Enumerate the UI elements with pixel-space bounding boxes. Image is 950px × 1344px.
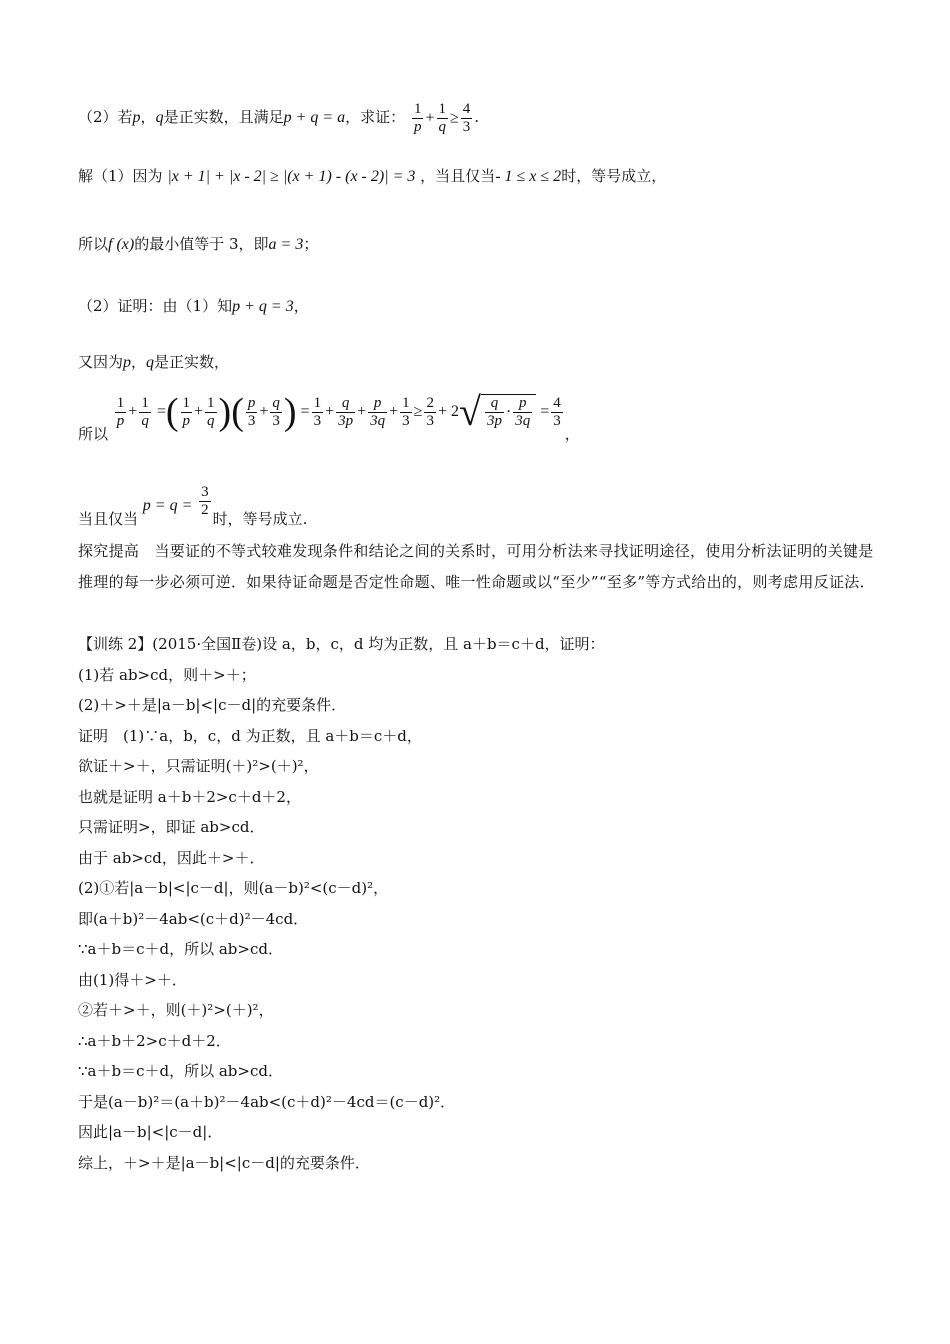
solution-line-3: [78, 296, 309, 317]
math-fx: f (x): [108, 236, 135, 253]
solution-line-4: [78, 352, 229, 373]
problem-line-2: [78, 92, 479, 142]
math-p: p: [123, 354, 132, 371]
text: 解（1）因为: [78, 167, 163, 185]
text: ，求证：: [345, 108, 406, 126]
text: 所以: [78, 425, 109, 443]
inequality-to-prove: $\frac{1}{p}$ + $\frac{1}{q}$ ≥ $\frac{4}{3}$: [413, 100, 471, 135]
big-equation: $\frac{1}{p}$ + $\frac{1}{q}$ =( $\frac{1}{p}$ + $\frac{1}{q}$ )( $\frac{p}{3}$ + $\frac{q}{3}$ ) = $\frac{1}{3}$ + $\frac{q}{3p}$ + $\frac{p}{3q}$ + $\frac{1}{3}$ ≥ $\frac{2}{3}$ + 2√ $\frac{q}{3p}$ · $\frac{p}{3q}$ = $\frac{4}{3}$: [116, 389, 561, 434]
math-a-eq-3: a = 3: [268, 236, 304, 253]
text: .: [474, 108, 480, 126]
text: ，当且仅当: [420, 167, 496, 185]
training-line: ∵a＋b＝c＋d，所以 ab>cd．: [78, 940, 283, 958]
solution-line-2: [78, 234, 318, 255]
text: 时，等号成立，: [561, 167, 667, 185]
text: 的最小值等于 3，即: [134, 235, 269, 253]
math-p: p: [132, 109, 141, 126]
solution-line-1: [78, 166, 666, 187]
text: （2）若: [78, 108, 133, 126]
text: ，: [131, 353, 147, 371]
text: 是正实数，且满足: [163, 108, 284, 126]
text: ；: [303, 235, 319, 253]
training-line: (1)若 ab>cd，则＋>＋；: [78, 665, 256, 684]
training-line: 也就是证明 a＋b＋2>c＋d＋2，: [78, 787, 301, 806]
text: 又因为: [78, 353, 124, 371]
solution-line-6: [78, 474, 308, 528]
text: 所以: [78, 235, 109, 253]
text: （2）证明：由（1）知: [78, 297, 233, 315]
training-line: ∵a＋b＝c＋d，所以 ab>cd．: [78, 1062, 283, 1080]
math-p-eq-q: p = q =: [142, 496, 193, 514]
training-line: (2)①若|a－b|<|c－d|，则(a－b)²<(c－d)²，: [78, 879, 389, 897]
training-line: 【训练 2】(2015·全国Ⅱ卷)设 a，b，c，d 均为正数，且 a＋b＝c＋d，证明：: [78, 635, 605, 653]
math-q: q: [155, 109, 164, 126]
text: 时，等号成立.: [212, 509, 308, 528]
math-range: - 1 ≤ x ≤ 2: [495, 168, 562, 185]
math-p-plus-q-eq-a: p + q = a: [283, 109, 346, 126]
math-q: q: [146, 354, 155, 371]
training-line: 欲证＋>＋，只需证明(＋)²>(＋)²，: [78, 757, 319, 775]
solution-line-5: [78, 388, 580, 452]
text: ，: [140, 108, 156, 126]
training-line: 综上，＋>＋是|a－b|<|c－d|的充要条件．: [78, 1153, 370, 1172]
frac-3-2: $\frac{3}{2}$: [201, 484, 209, 518]
text: 当且仅当: [78, 509, 139, 528]
text: ，: [564, 425, 580, 443]
text: 是正实数，: [154, 353, 230, 371]
training-line: ②若＋>＋，则(＋)²>(＋)²，: [78, 1001, 274, 1019]
training-line: 因此|a－b|<|c－d|．: [78, 1123, 223, 1141]
training-line: 由(1)得＋>＋．: [78, 970, 187, 989]
training-line: 即(a＋b)²－4ab<(c＋d)²－4cd．: [78, 909, 309, 928]
training-line: 证明 (1)∵a，b，c，d 为正数，且 a＋b＝c＋d，: [78, 726, 422, 745]
math-abs-inequality: |x + 1| + |x - 2| ≥ |(x + 1) - (x - 2)| = 3: [167, 168, 416, 185]
training-line: 于是(a－b)²＝(a＋b)²－4ab<(c＋d)²－4cd＝(c－d)²．: [78, 1092, 456, 1111]
training-line: ∴a＋b＋2>c＋d＋2．: [78, 1031, 231, 1050]
training-line: (2)＋>＋是|a－b|<|c－d|的充要条件．: [78, 696, 347, 714]
tip-paragraph: 探究提高 当要证的不等式较难发现条件和结论之间的关系时，可用分析法来寻找证明途径，使用分析法证明的关键是推理的每一步必须可逆．如果待证命题是否定性命题、唯一性命题或以“至少”“至多”等方式给出的，则考虑用反证法．: [78, 542, 875, 591]
training-line: 由于 ab>cd，因此＋>＋．: [78, 848, 265, 867]
math-p-plus-q-eq-3: p + q = 3: [232, 298, 294, 315]
text: ，: [293, 297, 309, 315]
training-line: 只需证明>，即证 ab>cd．: [78, 818, 265, 836]
